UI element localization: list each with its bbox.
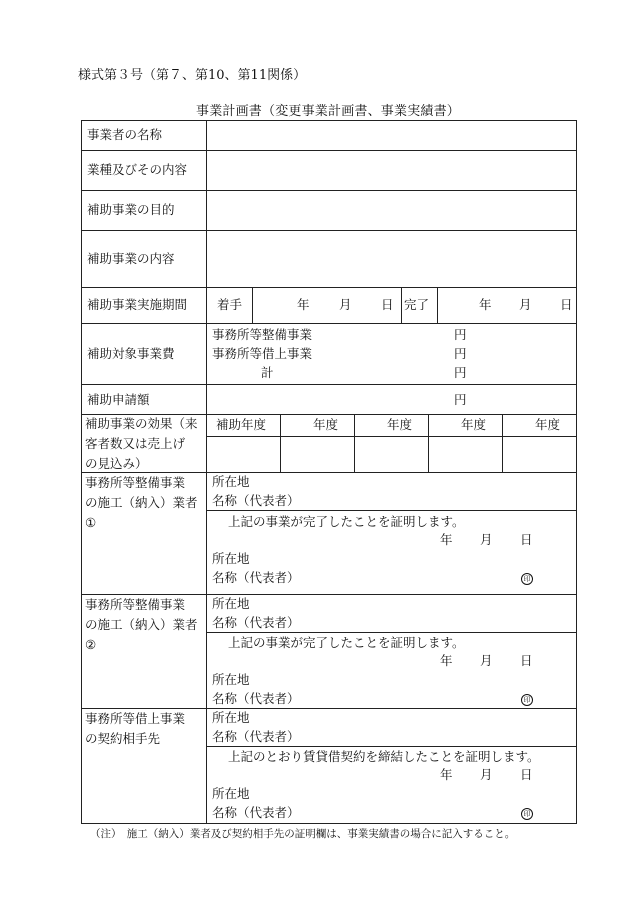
lease-partner-seal-mark: 印 [521, 808, 533, 820]
form-title: 事業計画書（変更事業計画書、事業実績書） [196, 104, 461, 119]
lease-partner-cert-year: 年 [440, 767, 453, 782]
contractor2-cert-day: 日 [520, 653, 533, 668]
contractor1-seal-mark: 印 [521, 573, 533, 585]
contractor2-name: 名称（代表者） [212, 615, 300, 630]
contractor1-cert-month: 月 [480, 532, 493, 547]
label-contractor2-line2: の施工（納入）業者 [85, 617, 198, 632]
effect-fiscal-1: 年度 [313, 417, 339, 432]
contractor2-seal-mark: 印 [521, 694, 533, 706]
effect-year-header: 補助年度 [216, 417, 267, 432]
period-start-day: 日 [381, 297, 394, 312]
label-effect-line3: の見込み） [85, 456, 148, 471]
lease-partner-location: 所在地 [212, 710, 250, 725]
contractor1-certify: 上記の事業が完了したことを証明します。 [228, 514, 465, 529]
contractor1-name: 名称（代表者） [212, 493, 300, 508]
contractor1-cert-location: 所在地 [212, 551, 250, 566]
label-contractor1-line2: の施工（納入）業者 [85, 495, 198, 510]
label-contractor2-line3: ② [85, 637, 97, 652]
target-cost-item-maintenance: 事務所等整備事業 [212, 327, 313, 342]
label-target-cost: 補助対象事業費 [87, 346, 175, 361]
period-end-year: 年 [479, 297, 492, 312]
target-cost-item-total: 計 [261, 365, 274, 380]
label-lease-partner-line2: の契約相手先 [85, 731, 161, 746]
label-operator-name: 事業者の名称 [87, 127, 163, 142]
label-content: 補助事業の内容 [87, 251, 175, 266]
contractor2-location: 所在地 [212, 596, 250, 611]
effect-fiscal-3: 年度 [461, 417, 487, 432]
label-effect-line2: 客者数又は売上げ [85, 436, 186, 451]
contractor2-cert-location: 所在地 [212, 672, 250, 687]
period-start-label: 着手 [217, 297, 243, 312]
lease-partner-cert-day: 日 [520, 767, 533, 782]
label-lease-partner-line1: 事務所等借上事業 [85, 711, 186, 726]
form-number: 様式第３号（第７、第10、第11関係） [78, 68, 307, 83]
application-form-table [81, 120, 577, 824]
target-cost-yen-3: 円 [454, 365, 467, 380]
contractor1-cert-day: 日 [520, 532, 533, 547]
contractor1-location: 所在地 [212, 474, 250, 489]
contractor2-cert-month: 月 [480, 653, 493, 668]
effect-fiscal-2: 年度 [387, 417, 413, 432]
contractor1-cert-year: 年 [440, 532, 453, 547]
lease-partner-name: 名称（代表者） [212, 729, 300, 744]
contractor1-cert-name: 名称（代表者） [212, 570, 300, 585]
period-end-month: 月 [519, 297, 532, 312]
lease-partner-cert-location: 所在地 [212, 786, 250, 801]
label-contractor1-line1: 事務所等整備事業 [85, 475, 186, 490]
contractor2-cert-name: 名称（代表者） [212, 691, 300, 706]
contractor2-cert-year: 年 [440, 653, 453, 668]
lease-partner-cert-name: 名称（代表者） [212, 805, 300, 820]
label-purpose: 補助事業の目的 [87, 202, 175, 217]
period-start-month: 月 [339, 297, 352, 312]
contractor2-certify: 上記の事業が完了したことを証明します。 [228, 635, 465, 650]
period-start-year: 年 [297, 297, 310, 312]
lease-partner-cert-month: 月 [480, 767, 493, 782]
target-cost-item-lease: 事務所等借上事業 [212, 346, 313, 361]
target-cost-yen-2: 円 [454, 346, 467, 361]
label-effect-line1: 補助事業の効果（来 [85, 416, 198, 431]
label-industry: 業種及びその内容 [87, 162, 188, 177]
label-period: 補助事業実施期間 [87, 297, 188, 312]
label-request-amount: 補助申請額 [87, 392, 150, 407]
request-amount-yen: 円 [454, 392, 467, 407]
effect-fiscal-4: 年度 [535, 417, 561, 432]
label-contractor1-line3: ① [85, 515, 97, 530]
footnote: （注） 施工（納入）業者及び契約相手先の証明欄は、事業実績書の場合に記入すること。 [90, 828, 516, 840]
period-end-label: 完了 [404, 297, 430, 312]
target-cost-yen-1: 円 [454, 327, 467, 342]
label-contractor2-line1: 事務所等整備事業 [85, 597, 186, 612]
lease-partner-certify: 上記のとおり賃貸借契約を締結したことを証明します。 [228, 749, 540, 764]
period-end-day: 日 [560, 297, 573, 312]
